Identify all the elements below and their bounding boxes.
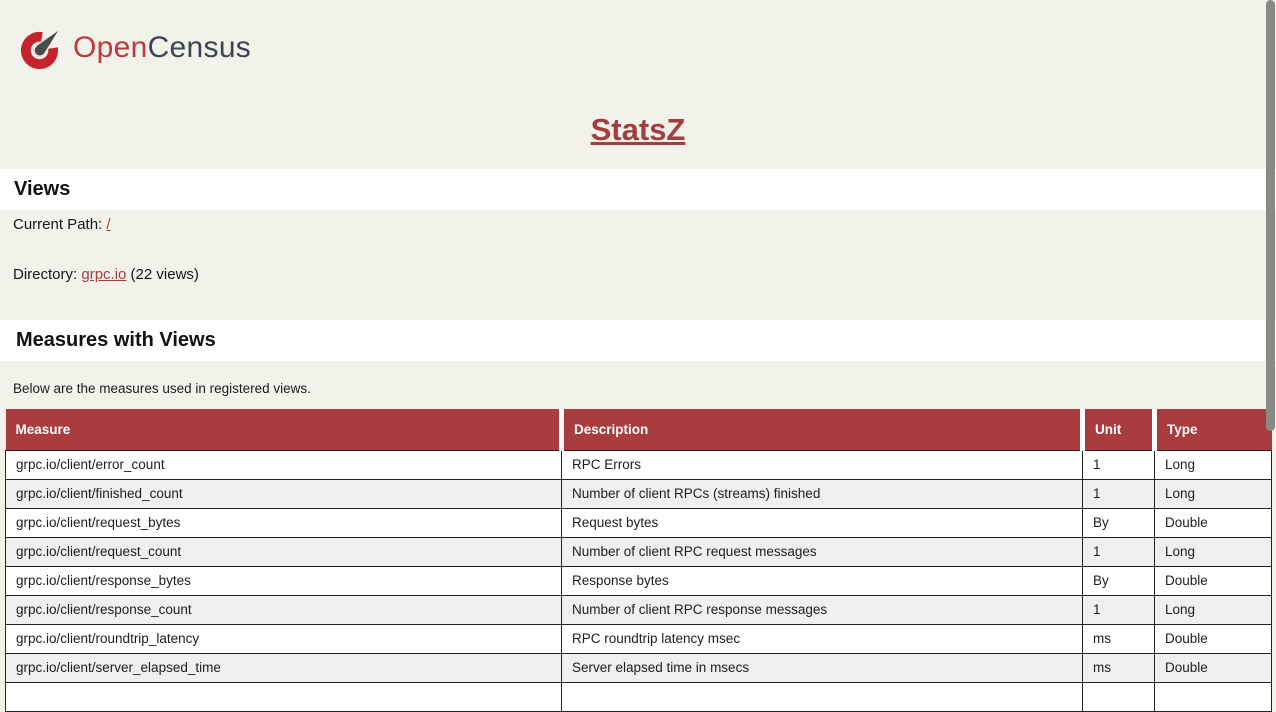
measures-intro: Below are the measures used in registered views. (13, 381, 311, 396)
cell-description: Number of client RPCs (streams) finished (562, 479, 1083, 508)
views-heading: Views (14, 178, 71, 200)
cell-measure: grpc.io/client/error_count (6, 450, 562, 479)
cell-measure: grpc.io/client/finished_count (6, 479, 562, 508)
brand-wordmark (73, 31, 251, 65)
table-row (6, 595, 1272, 624)
table-row-partial (6, 682, 1272, 711)
cell-unit: ms (1083, 624, 1155, 653)
table-row (6, 566, 1272, 595)
cell-type: Double (1155, 653, 1272, 682)
cell-type: Long (1155, 595, 1272, 624)
directory-label: Directory: (13, 266, 78, 283)
opencensus-logo (17, 24, 251, 71)
directory-view-count: (22 views) (126, 266, 199, 283)
cell-measure: grpc.io/client/response_count (6, 595, 562, 624)
table-row (6, 479, 1272, 508)
cell-unit: 1 (1083, 595, 1155, 624)
cell-measure: grpc.io/client/response_bytes (6, 566, 562, 595)
cell-description (562, 682, 1083, 711)
column-header-unit: Unit (1083, 409, 1155, 450)
cell-type: Double (1155, 566, 1272, 595)
table-row (6, 624, 1272, 653)
cell-description: Request bytes (562, 508, 1083, 537)
cell-unit: 1 (1083, 537, 1155, 566)
vertical-scrollbar-thumb[interactable] (1266, 0, 1275, 431)
current-path-label: Current Path: (13, 216, 103, 233)
cell-measure: grpc.io/client/request_count (6, 537, 562, 566)
measures-table (5, 409, 1272, 712)
cell-unit: By (1083, 566, 1155, 595)
table-header-row (6, 409, 1272, 450)
column-header-type: Type (1155, 409, 1272, 450)
cell-type: Long (1155, 450, 1272, 479)
cell-description: RPC Errors (562, 450, 1083, 479)
column-header-description: Description (562, 409, 1083, 450)
table-row (6, 508, 1272, 537)
cell-description: Number of client RPC request messages (562, 537, 1083, 566)
table-row (6, 537, 1272, 566)
directory-link[interactable]: grpc.io (81, 266, 127, 283)
cell-description: Number of client RPC response messages (562, 595, 1083, 624)
cell-type (1155, 682, 1272, 711)
current-path-line (13, 216, 111, 233)
directory-line (13, 266, 199, 283)
cell-measure (6, 682, 562, 711)
cell-unit: By (1083, 508, 1155, 537)
cell-description: Response bytes (562, 566, 1083, 595)
cell-unit: 1 (1083, 479, 1155, 508)
current-path-link[interactable]: / (106, 216, 111, 233)
measures-section-band (0, 320, 1276, 361)
cell-unit (1083, 682, 1155, 711)
table-row (6, 653, 1272, 682)
opencensus-gauge-logo-icon (17, 24, 64, 71)
measures-heading: Measures with Views (16, 329, 216, 351)
brand-second-word: Census (147, 30, 252, 64)
cell-unit: 1 (1083, 450, 1155, 479)
cell-measure: grpc.io/client/request_bytes (6, 508, 562, 537)
cell-unit: ms (1083, 653, 1155, 682)
page-title (0, 112, 1276, 148)
cell-type: Double (1155, 508, 1272, 537)
views-section-band (0, 169, 1276, 210)
cell-type: Long (1155, 537, 1272, 566)
statsz-link[interactable]: StatsZ (590, 112, 686, 147)
table-body (6, 450, 1272, 711)
cell-description: RPC roundtrip latency msec (562, 624, 1083, 653)
cell-description: Server elapsed time in msecs (562, 653, 1083, 682)
column-header-measure: Measure (6, 409, 562, 450)
cell-measure: grpc.io/client/server_elapsed_time (6, 653, 562, 682)
cell-type: Long (1155, 479, 1272, 508)
cell-measure: grpc.io/client/roundtrip_latency (6, 624, 562, 653)
table-row (6, 450, 1272, 479)
brand-first-word: Open (73, 30, 148, 64)
cell-type: Double (1155, 624, 1272, 653)
